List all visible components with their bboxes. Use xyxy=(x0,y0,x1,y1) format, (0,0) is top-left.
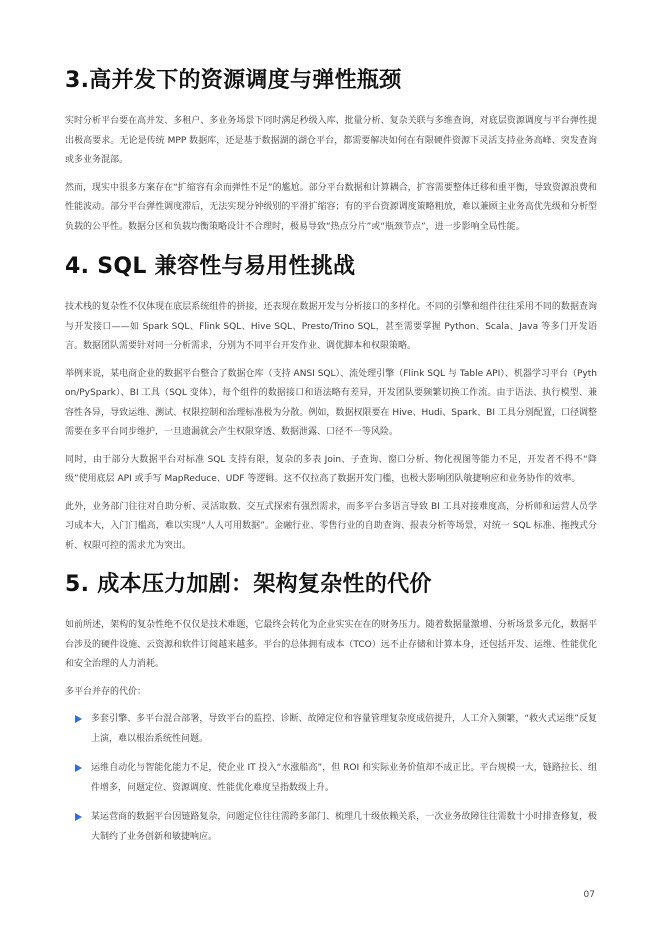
section-5-lead: 多平台并存的代价： xyxy=(65,686,147,697)
cost-bullet-list xyxy=(65,710,597,847)
section-5-heading: 5. 成本压力加剧：架构复杂性的代价 xyxy=(65,572,432,597)
triangle-bullet-icon xyxy=(75,813,82,821)
section-4-paragraph-1: 技术栈的复杂性不仅体现在底层系统组件的拼接，还表现在数据开发与分析接口的多样化。不同的引擎和组件往往采用不同的数据查询与开发接口——如 Spark SQL、Flink SQL、Hive SQL、Presto/Trino SQL，甚至需要掌握 Python、Scala、Java 等多门开发语言。数据团队需要针对同一分析需求，分别为不同平台开发作业、调优脚本和权限策略。 xyxy=(65,302,597,351)
section-4-paragraph-4: 此外，业务部门往往对自助分析、灵活取数、交互式探索有强烈需求，而多平台多语言导致 BI 工具对接难度高，分析师和运营人员学习成本大，入门门槛高，难以实现“人人可用数据”。金融行业、零售行业的自助查询、报表分析等场景，对统一 SQL 标准、拖拽式分析、权限可控的需求尤为突出。 xyxy=(65,501,597,551)
page-content xyxy=(65,66,597,857)
bullet-text: 某运营商的数据平台因链路复杂，问题定位往往需跨多部门、梳理几十级依赖关系，一次业务故障往往需数十小时排查修复，极大制约了业务创新和敏捷响应。 xyxy=(91,812,597,842)
page-number: 07 xyxy=(583,890,595,900)
section-3-paragraph-1: 实时分析平台要在高并发、多租户、多业务场景下同时满足秒级入库、批量分析、复杂关联与多维查询，对底层资源调度与平台弹性提出极高要求。无论是传统 MPP 数据库，还是基于数据湖的湖仓平台，都需要解决如何在有限硬件资源下灵活支持业务高峰、突发查询或多业务混部。 xyxy=(65,116,597,165)
list-item xyxy=(65,808,597,847)
triangle-bullet-icon xyxy=(75,764,82,772)
section-5-paragraph-1: 如前所述，架构的复杂性绝不仅仅是技术难题，它最终会转化为企业实实在在的财务压力。随着数据量激增、分析场景多元化，数据平台涉及的硬件设施、云资源和软件订阅越来越多。平台的总体拥有成本（TCO）远不止存储和计算本身，还包括开发、运维、性能优化和安全治理的人力消耗。 xyxy=(65,620,597,669)
section-4-heading: 4. SQL 兼容性与易用性挑战 xyxy=(65,254,356,279)
bullet-text: 多套引擎、多平台混合部署，导致平台的监控、诊断、故障定位和容量管理复杂度成倍提升，人工介入频繁，“救火式运维”反复上演，难以根治系统性问题。 xyxy=(91,714,597,744)
list-item xyxy=(65,759,597,798)
list-item xyxy=(65,710,597,749)
section-4-paragraph-3: 同时，由于部分大数据平台对标准 SQL 支持有限，复杂的多表 Join、子查询、窗口分析、物化视图等能力不足，开发者不得不“降级”使用底层 API 或手写 MapReduce、UDF 等逻辑。这不仅拉高了数据开发门槛，也极大影响团队敏捷响应和业务协作的效率。 xyxy=(65,454,597,484)
section-3-paragraph-2: 然而，现实中很多方案存在“扩缩容有余而弹性不足”的尴尬。部分平台数据和计算耦合，扩容需要整体迁移和重平衡，导致资源浪费和性能波动。部分平台弹性调度滞后，无法实现分钟级别的平滑扩缩容；有的平台资源调度策略粗放，难以兼顾主业务高优先级和分析型负载的公平性。数据分区和负载均衡策略设计不合理时，极易导致“热点分片”或“瓶颈节点”，进一步影响全局性能。 xyxy=(65,182,597,232)
section-3-heading: 3.高并发下的资源调度与弹性瓶颈 xyxy=(65,68,402,93)
section-4-paragraph-2: 举例来说，某电商企业的数据平台整合了数据仓库（支持 ANSI SQL）、流处理引擎（Flink SQL 与 Table API）、机器学习平台（Python/PySpark）、BI 工具（SQL 变体），每个组件的数据接口和语法略有差异，开发团队要频繁切换工作流。由于语法、执行模型、兼容性各异，导致运维、测试、权限控制和治理标准极为分散。例如，数据权限要在 Hive、Hudi、Spark、BI 工具分别配置，口径调整需要在多平台同步维护，一旦遗漏就会产生权限穿透、数据泄露、口径不一等风险。 xyxy=(65,368,597,437)
bullet-text: 运维自动化与智能化能力不足，使企业 IT 投入“水涨船高”，但 ROI 和实际业务价值却不成正比。平台规模一大，链路拉长、组件增多，问题定位、资源调度、性能优化难度呈指数级上升。 xyxy=(91,763,597,793)
triangle-bullet-icon xyxy=(75,715,82,723)
